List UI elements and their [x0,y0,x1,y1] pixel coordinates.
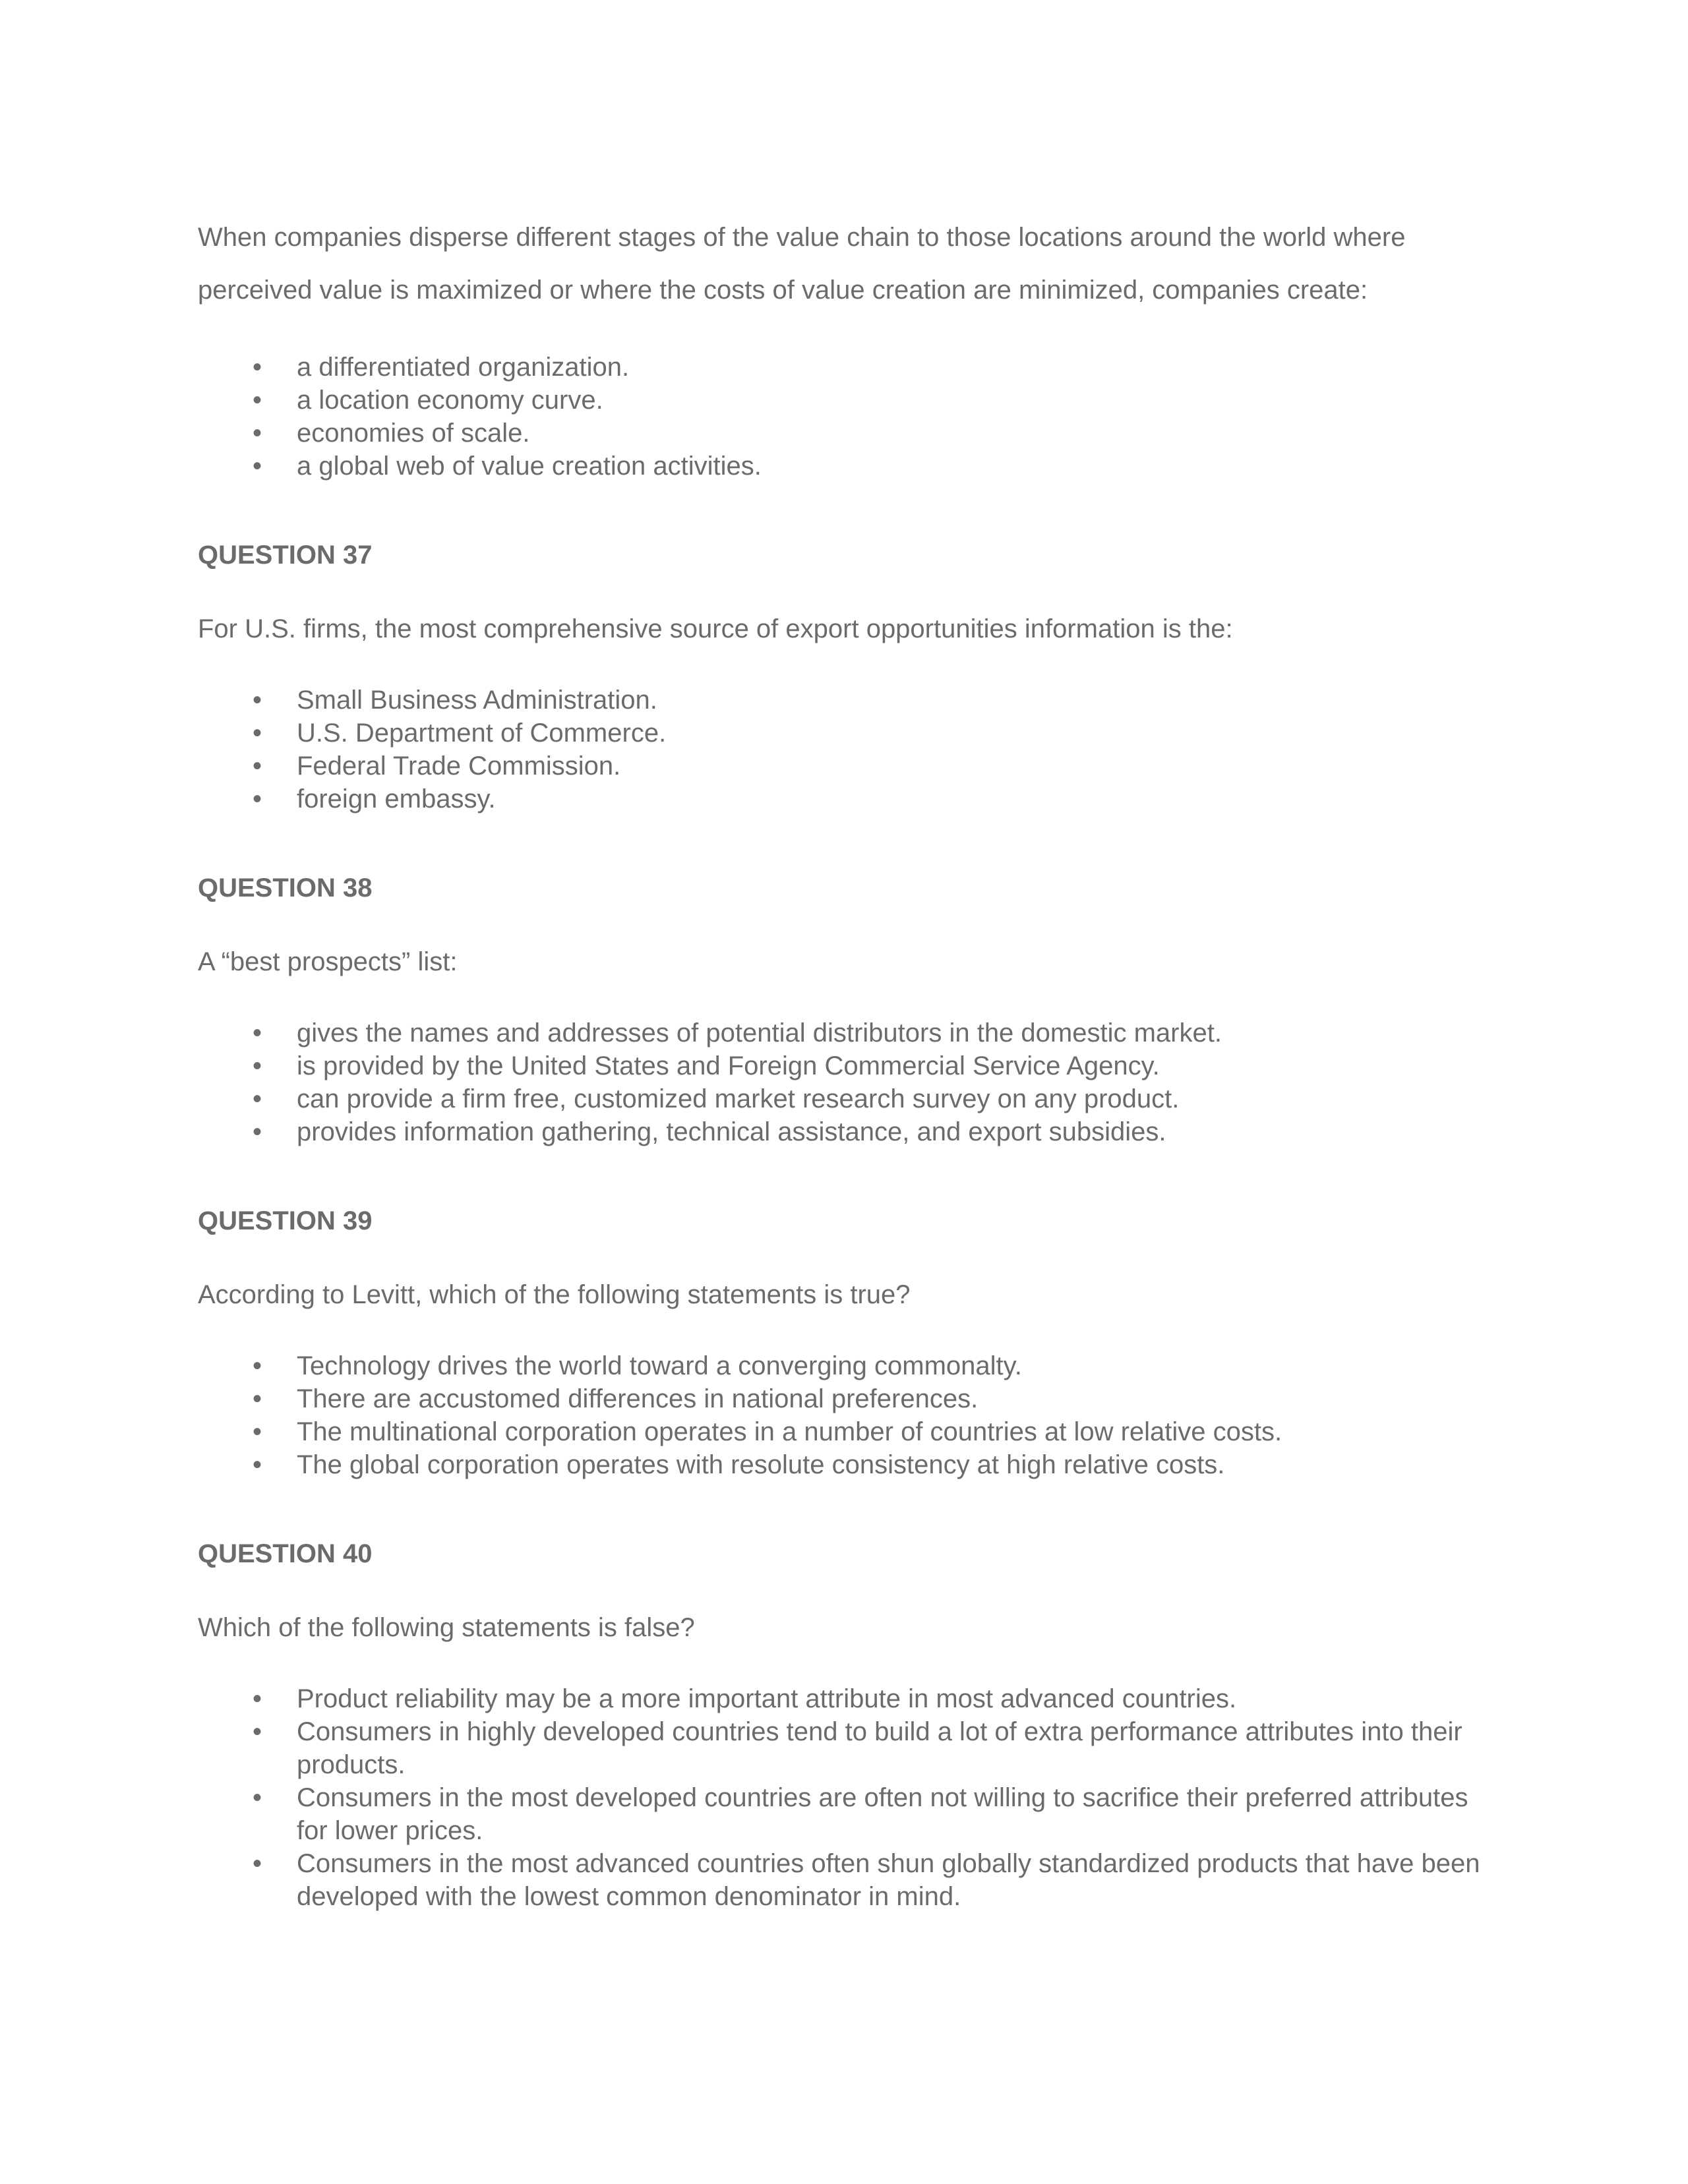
bullet-icon: • [252,719,262,748]
bullet-icon: • [252,1117,262,1146]
bullet-icon: • [252,1051,262,1080]
bullet-icon: • [252,353,262,382]
bullet-icon: • [252,1450,262,1479]
bullet-icon: • [252,1783,262,1812]
answer-option: • Consumers in the most developed countries are often not willing to sacrifice their preferred attributes for lower prices. [198,1781,1490,1847]
answer-options [198,1682,1490,1913]
answer-option: • foreign embassy. [198,782,1490,815]
bullet-icon: • [252,1084,262,1113]
question-text: According to Levitt, which of the following statements is true? [198,1280,911,1309]
bullet-icon: • [252,1849,262,1878]
bullet-icon: • [252,1684,262,1713]
answer-option: • Technology drives the world toward a converging commonalty. [198,1349,1490,1382]
answer-option: • a location economy curve. [198,384,1490,417]
bullet-icon: • [252,419,262,448]
question-heading: QUESTION 38 [198,873,373,902]
bullet-icon: • [252,386,262,415]
answer-options [198,684,1490,815]
bullet-icon: • [252,1384,262,1413]
answer-option: • provides information gathering, technical assistance, and export subsidies. [198,1115,1490,1148]
bullet-icon: • [252,686,262,715]
answer-option: • Product reliability may be a more important attribute in most advanced countries. [198,1682,1490,1715]
bullet-icon: • [252,752,262,781]
answer-option: • Small Business Administration. [198,684,1490,717]
answer-option: • Consumers in highly developed countries tend to build a lot of extra performance attributes into their products. [198,1715,1490,1781]
document-page [198,211,1490,1913]
bullet-icon: • [252,1417,262,1446]
question-text: A “best prospects” list: [198,947,458,976]
question-text: Which of the following statements is false? [198,1613,695,1642]
question-text: When companies disperse different stages of the value chain to those locations around the world where perceived value is maximized or where the costs of value creation are minimized, companies create: [198,223,1406,305]
question-text: For U.S. firms, the most comprehensive source of export opportunities information is the: [198,614,1233,643]
answer-option: • gives the names and addresses of potential distributors in the domestic market. [198,1017,1490,1049]
answer-option: • Consumers in the most advanced countries often shun globally standardized products that have been developed with the lowest common denominator in mind. [198,1847,1490,1913]
answer-option: • There are accustomed differences in national preferences. [198,1382,1490,1415]
question-heading: QUESTION 40 [198,1539,373,1568]
answer-option: • can provide a firm free, customized market research survey on any product. [198,1082,1490,1115]
answer-option: • U.S. Department of Commerce. [198,717,1490,750]
bullet-icon: • [252,1717,262,1746]
answer-option: • The global corporation operates with resolute consistency at high relative costs. [198,1448,1490,1481]
answer-option: • is provided by the United States and Foreign Commercial Service Agency. [198,1049,1490,1082]
bullet-icon: • [252,1351,262,1380]
bullet-icon: • [252,452,262,481]
answer-options [198,351,1490,483]
answer-option: • economies of scale. [198,417,1490,450]
bullet-icon: • [252,1018,262,1048]
answer-options [198,1349,1490,1481]
answer-options [198,1017,1490,1148]
answer-option: • The multinational corporation operates in a number of countries at low relative costs. [198,1415,1490,1448]
answer-option: • a global web of value creation activities. [198,450,1490,483]
question-heading: QUESTION 39 [198,1206,373,1235]
bullet-icon: • [252,784,262,813]
answer-option: • a differentiated organization. [198,351,1490,384]
answer-option: • Federal Trade Commission. [198,750,1490,782]
question-heading: QUESTION 37 [198,541,373,570]
